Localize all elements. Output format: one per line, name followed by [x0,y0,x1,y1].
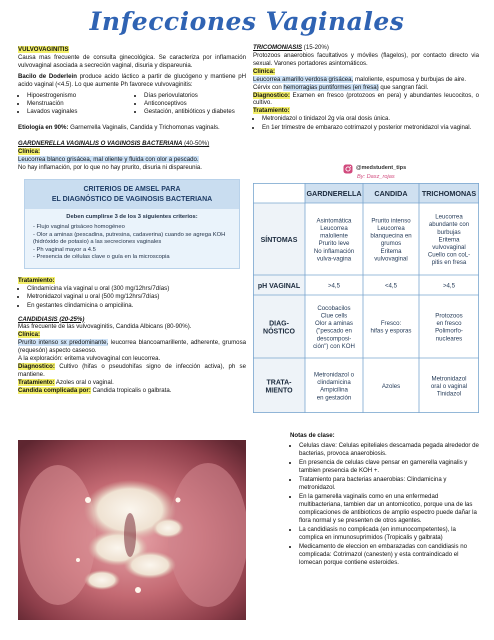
tricomoniasis-cervix [253,84,479,92]
table-cell-text: Prurito leve [318,240,350,248]
tricomoniasis-clinica-highlight: Leucorrea amarillo verdosa grisácea, [253,75,354,83]
gardnerella-clinica-rest: No hay inflamación, por lo que no hay prurito, disuria ni dispareunia. [18,163,202,171]
table-cell-text: ción") con KOH [313,342,355,350]
vulvovaginitis-intro: Causa mas frecuente de consulta ginecológica. Se caracteriza por inflamación vulvovaginal asociada a secreción vaginal, disuria y dispareunia. [18,53,246,69]
ph-factors-right [144,92,246,117]
treatment-item: • Metronidazol vaginal u oral (500 mg/12hrs/7días) [27,293,246,301]
table-row-label: MIENTO [265,387,293,395]
tricomoniasis-clinica-label: Clinica: [253,67,276,75]
table-column-header: CANDIDA [374,189,408,198]
amsel-criterion: - Olor a aminas (pescadina, putresina, cadaverina) cuando se agrega KOH (hidróxido de potasio) a las secreciones vaginales [33,231,226,246]
table-cell-text: en fresco [436,320,462,328]
instagram-handle: @medstudent_tips [356,165,407,172]
ph-factor-item: • Anticonceptivos [144,100,246,108]
ph-factor-item: • Lavados vaginales [27,108,129,116]
table-cell-text: vulvovaginal [374,255,408,263]
candidiasis-clinica-label: Clínica: [18,331,41,339]
table-cell-text: Azoles [381,382,401,390]
amsel-heading-line2: EL DIAGNÓSTICO DE VAGINOSIS BACTERIANA [51,195,213,203]
table-cell-text: nucleares [435,335,463,343]
gardnerella-treatment-list [27,285,246,310]
table-cell-text: No inflamación [313,247,355,255]
candidiasis-clinica-highlight: Prurito intenso sx predominante, [18,339,109,347]
etiology-paragraph [18,124,246,132]
table-cell-text: Clue cells [320,312,348,320]
candidiasis-heading-line [18,316,246,324]
table-cell-text: <4,5 [384,282,398,290]
note-item: • En la garnerella vaginalis como en una enfermedad multibacteriana, tambien dar un antomicotico, porque una de las complicaciones de antibioticos de amplio espectro puede dañar la flora normal y se presenten de otros agentes. [299,493,480,525]
table-cell-text: ("pescado en [316,327,352,335]
instagram-icon [343,164,353,174]
tricomoniasis-heading: TRICOMONIASIS [253,44,303,51]
candidiasis-complicada-text: Candida tropicalis o galbrata. [90,386,172,394]
tricomoniasis-clinica-rest: maloliente, espumosa y burbujas de aire. [353,75,467,83]
doderlein-text: produce acido láctico a partir de glucógeno y mantiene pH acido vaginal (<4.5). Lo que aumente Ph favorece vulvovaginitis: [18,72,247,88]
candidiasis-complicada-label: Candida complicada por: [18,386,91,394]
table-cell-text: vulva-vagina [316,255,352,263]
etiology-text: Garnerrella Vaginalis, Candida y Trichomonas vaginals. [68,123,220,131]
cervix-post: que sangran fácil. [378,83,429,91]
amsel-criteria-subtitle: Deben cumplirse 3 de los 3 siguientes criterios: [66,213,198,220]
comparison-table-graphic [253,183,479,413]
ph-factor-item: • Hipoestrogenismo [27,92,129,100]
amsel-heading-line1: CRITERIOS DE AMSEL PARA [83,186,181,194]
gardnerella-heading: GARDNERELLA VAGINALIS O VAGINOSIS BACTERIANA [18,139,183,147]
table-cell-text: oral o vaginal [430,382,468,390]
candidiasis-exploracion: A la exploración: eritema vulvovaginal con leucorrea. [18,355,161,363]
table-cell-text: Cuello con coL- [427,251,471,259]
ph-factor-item: • Días periovulatorios [144,92,246,100]
table-cell-text: clindamicina [317,379,351,387]
table-cell-text: maloliente [320,232,348,240]
candidiasis-clinica [18,339,246,355]
table-cell-text: Leucorrea [320,225,348,232]
ph-factor-item: • Menstruación [27,100,129,108]
tricomoniasis-diagnostico [253,92,479,108]
table-cell-text: blanquecina en [370,232,412,240]
table-cell-text: grumos [380,240,402,248]
ph-factor-item: • Gestación, antibióticos y diabetes [144,108,246,116]
clinical-photo-graphic [18,440,246,620]
table-row-label: TRATA- [266,379,292,387]
table-cell-text: Eritema [438,236,460,244]
table-row-label: SÍNTOMAS [260,237,298,244]
table-cell-text: Leucorrea [435,213,463,221]
tricomoniasis-clinica [253,76,479,84]
candidiasis-tratamiento-label: Tratamiento: [18,378,55,386]
candidiasis-heading: CANDIDIASIS [18,315,58,323]
table-column-header: GARDNERELLA [306,189,362,198]
table-cell-text: vulvovaginal [432,244,466,251]
right-column [253,44,479,135]
ph-factors-list [18,92,246,120]
table-cell-text: Polimorfo- [435,327,463,335]
table-cell-text: abundante con [428,221,470,229]
instagram-author: By: Dasz_rojas [357,174,395,180]
tricomoniasis-intro: Protozoos anaerobios facultativos y móviles (flagelos), por contacto directo via sexual. Varones portadores asintomáticos. [253,51,479,67]
clinical-photo [18,440,246,620]
treatment-item: • Clindamicina vía vaginal u oral (300 mg/12hrs/7días) [27,285,246,293]
gardnerella-clinica-highlight: Leucorrea blanco grisácea, mal oliente y fluida con olor a pescado. [18,155,199,163]
table-cell-text: Cocobacilos [317,304,351,312]
table-cell-text: hifas y esporas [370,327,412,335]
candidiasis-diagnostico [18,363,246,379]
candidiasis-tratamiento-text: Azoles oral o vaginal. [54,378,114,386]
gardnerella-treatment-label: Tratamiento: [18,276,55,284]
table-cell-text: Eritema [380,247,402,255]
gardnerella-heading-suffix: (40-50%) [182,139,210,147]
amsel-criterion: - Flujo vaginal grisáceo homogéneo [33,224,125,231]
candidiasis-diagnostico-label: Diagnostico: [18,363,55,371]
amsel-criteria-list [33,224,231,262]
candidiasis-clinica-rest: leucorrea blancoamarillente, adherente, grumosa (requesón) aspecto caseoso. [18,339,247,355]
amsel-criteria-body [25,209,239,268]
candidiasis-diagnostico-text: Cultivo (hifas o pseudohifas signo de infección activa), ph se mantiene. [18,363,246,378]
note-item: • Tratamiento para bacterias anaerobias: Clindamicina y metronidazol. [299,476,480,492]
amsel-criterion: - Ph vaginal mayor a 4.5 [33,246,96,253]
table-cell-text: Fresco: [380,320,402,328]
candidiasis-tratamiento [18,379,246,387]
cervix-pre: Cérvix con [253,83,284,91]
table-cell-text: Ampicilina [320,386,348,394]
doderlein-label: Bacilo de Doderlein [18,72,77,80]
table-cell-text: >4,5 [442,282,456,290]
gardnerella-heading-line [18,140,246,148]
amsel-criteria-box [24,179,240,268]
treatment-item: • En gestantes clindamicina o ampicilina. [27,302,246,310]
table-cell-text: Tinidazol [436,390,462,398]
table-cell-text: Olor a aminas [315,320,353,328]
table-column-header: TRICHOMONAS [421,189,477,198]
comparison-table [253,183,479,413]
table-cell-text: Leucorrea [377,225,405,232]
note-item: • La candidiasis no complicada (en inmunocompetentes), la complica en inmunosuprimidos (Tropicalis y galbrata) [299,526,480,542]
left-column [18,46,246,398]
table-row-label: pH VAGINAL [257,283,301,290]
instagram-handle-row [343,164,433,174]
gardnerella-clinica-label: Clínica: [18,147,41,155]
table-header-cell [253,183,305,203]
note-item: • En presencia de celulas clave pensar en garnerella vaginalis y tambien presencia de KOH +. [299,459,480,475]
table-cell-text: >4,5 [327,282,341,290]
table-cell-text: Asintomática [316,217,352,225]
table-cell-text: Metronidazol [431,375,467,383]
treatment-item: • En 1er trimestre de embarazo cotrimazol y posterior metronidazol vía vaginal. [262,124,479,132]
tricomoniasis-heading-line [253,44,479,52]
amsel-criterion: - Presencia de células clave o guía en la microscopia [33,254,170,261]
tricomoniasis-diagnostico-label: Diagnostico: [253,91,290,99]
class-notes [290,432,480,570]
cervix-highlight: hemorragias puntiformes (en fresa) [283,83,379,91]
table-cell-text: pitis en fresa [431,259,467,267]
doderlein-paragraph [18,73,246,89]
table-cell-text: Protozoos [435,312,463,320]
tricomoniasis-diagnostico-text: Examen en fresco (protozoos en pera) y abundantes leucocitos, o cultivo. [253,91,479,107]
tricomoniasis-heading-suffix: (15-20%) [302,44,329,51]
page-title: Infecciones Vaginales [89,7,405,36]
treatment-item: • Metronidazol o tinidazol 2g vía oral dosis única. [262,115,479,123]
table-cell-text: Prurito intenso [371,217,411,225]
table-row-label: DIAG- [269,320,289,328]
table-cell-text: descomposi- [316,335,352,343]
vulvovaginitis-heading: VULVOVAGINITIS [18,46,69,53]
candidiasis-complicada [18,387,246,395]
table-cell-text: Metronidazol o [314,371,354,379]
table-row-label: NÓSTICO [263,328,295,336]
note-item: • Celulas clave: Celulas epiteliales descamada pegada alrededor de bacterias, provoca anaerobiosis. [299,442,480,458]
notes-heading: Notas de clase: [290,432,335,439]
table-cell-text: burbujas [437,228,461,236]
notes-list [299,442,480,567]
tricomoniasis-tratamiento-label: Tratamiento: [253,107,290,115]
note-item: • Medicamento de eleccion en embarazadas con candidiasis no complicada: Cotrimazol (canesten) y esta contraindicado el lomecan porque contiene esteroides. [299,543,480,567]
table-cell-text: en gestación [316,394,352,402]
etiology-label: Etiología en 90%: [18,123,69,131]
candidiasis-intro: Mas frecuente de las vulvovaginitis, Candida Albicans (80-90%). [18,323,192,331]
ph-factors-left [27,92,129,117]
amsel-criteria-heading [25,180,239,208]
instagram-tag [343,164,433,181]
candidiasis-heading-suffix: (20-25%) [57,315,85,323]
tricomoniasis-treatment-list [262,115,479,131]
